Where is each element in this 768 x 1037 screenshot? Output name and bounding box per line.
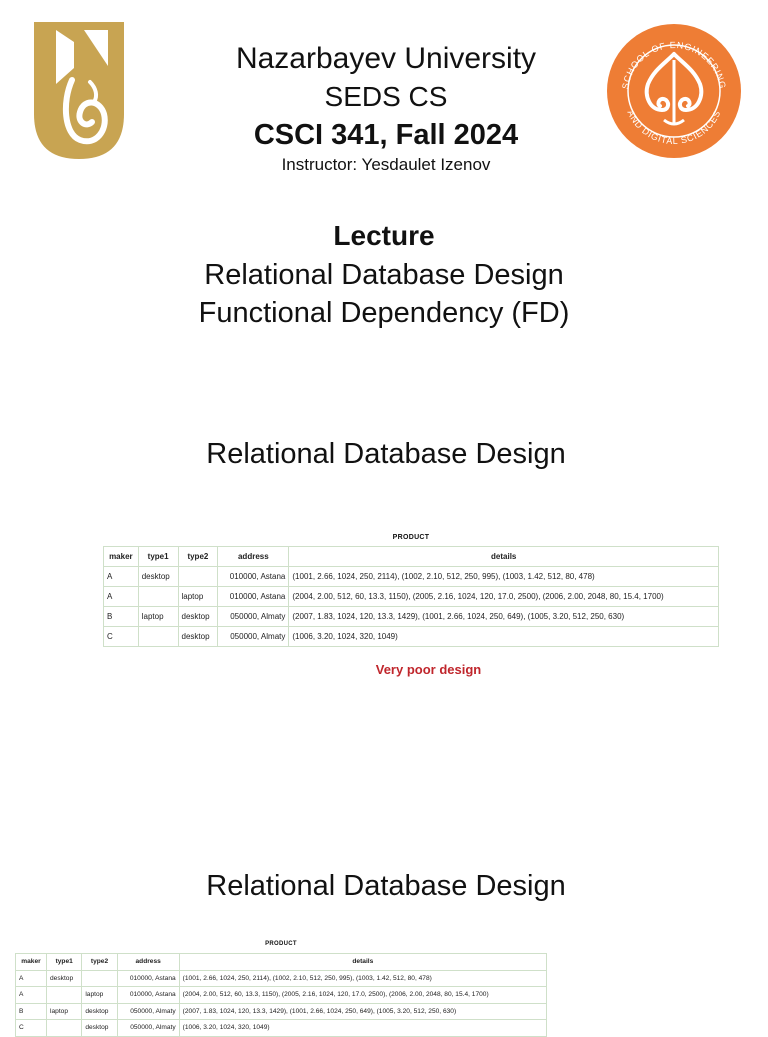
table-cell-details: (2004, 2.00, 512, 60, 13.3, 1150), (2005, 2.16, 1024, 120, 17.0, 2500), (2006, 2.00, 2048, 80, 15.4, 1700) (179, 987, 546, 1004)
table-caption: PRODUCT (392, 534, 430, 541)
design-verdict: Very poor design (375, 662, 482, 677)
table-cell-details: (1006, 3.20, 1024, 320, 1049) (179, 1020, 546, 1037)
table-cell-type2: desktop (82, 1003, 117, 1020)
table-cell-maker: C (104, 627, 139, 647)
department-name: SEDS CS (324, 81, 448, 112)
table-cell-maker: A (104, 587, 139, 607)
table-cell-type1: laptop (47, 1003, 82, 1020)
svg-text:SCHOOL OF ENGINEERING: SCHOOL OF ENGINEERING (620, 39, 728, 90)
table-cell-maker: A (104, 567, 139, 587)
table-cell-maker: C (16, 1020, 47, 1037)
table-cell-maker: B (104, 607, 139, 627)
table-cell-details: (2004, 2.00, 512, 60, 13.3, 1150), (2005, 2.16, 1024, 120, 17.0, 2500), (2006, 2.00, 2048, 80, 15.4, 1700) (289, 587, 719, 607)
table-cell-details: (1006, 3.20, 1024, 320, 1049) (289, 627, 719, 647)
table-cell-type2: laptop (82, 987, 117, 1004)
table-row (104, 607, 719, 627)
lecture-topic-1: Relational Database Design (204, 259, 564, 291)
table-cell-type2: desktop (178, 627, 218, 647)
table-cell-maker: A (16, 987, 47, 1004)
table-cell-type2: desktop (82, 1020, 117, 1037)
table-cell-type2: laptop (178, 587, 218, 607)
column-header-type1: type1 (47, 954, 82, 971)
university-name: Nazarbayev University (235, 42, 537, 75)
table-row (16, 970, 547, 987)
instructor-name: Instructor: Yesdaulet Izenov (281, 155, 491, 174)
column-header-address: address (218, 547, 289, 567)
column-header-maker: maker (16, 954, 47, 971)
table-cell-address: 010000, Astana (117, 970, 179, 987)
table-cell-type1 (47, 1020, 82, 1037)
section-heading: Relational Database Design (206, 870, 566, 902)
column-header-details: details (289, 547, 719, 567)
column-header-address: address (117, 954, 179, 971)
lecture-label: Lecture (333, 220, 435, 251)
column-header-maker: maker (104, 547, 139, 567)
table-cell-address: 050000, Almaty (218, 607, 289, 627)
table-row (16, 1020, 547, 1037)
table-cell-type2: desktop (178, 607, 218, 627)
table-cell-type1 (138, 587, 178, 607)
product-table (103, 546, 719, 647)
table-cell-details: (1001, 2.66, 1024, 250, 2114), (1002, 2.10, 512, 250, 995), (1003, 1.42, 512, 80, 478) (289, 567, 719, 587)
table-row (104, 627, 719, 647)
table-cell-address: 050000, Almaty (117, 1020, 179, 1037)
table-cell-type2 (178, 567, 218, 587)
table-cell-type1 (138, 627, 178, 647)
table-header-row (104, 547, 719, 567)
table-cell-type1: laptop (138, 607, 178, 627)
table-cell-details: (2007, 1.83, 1024, 120, 13.3, 1429), (1001, 2.66, 1024, 250, 649), (1005, 3.20, 512, 250, 630) (179, 1003, 546, 1020)
table-cell-maker: A (16, 970, 47, 987)
course-title: CSCI 341, Fall 2024 (253, 119, 519, 151)
table-cell-details: (2007, 1.83, 1024, 120, 13.3, 1429), (1001, 2.66, 1024, 250, 649), (1005, 3.20, 512, 250, 630) (289, 607, 719, 627)
table-cell-address: 050000, Almaty (117, 1003, 179, 1020)
table-row (104, 567, 719, 587)
table-row (16, 1003, 547, 1020)
table-cell-address: 050000, Almaty (218, 627, 289, 647)
svg-text:AND DIGITAL SCIENCES: AND DIGITAL SCIENCES (625, 108, 723, 147)
table-cell-type2 (82, 970, 117, 987)
table-cell-type1 (47, 987, 82, 1004)
section-heading: Relational Database Design (206, 438, 566, 470)
column-header-details: details (179, 954, 546, 971)
lecture-topic-2: Functional Dependency (FD) (198, 297, 570, 329)
table-row (104, 587, 719, 607)
table-cell-type1: desktop (138, 567, 178, 587)
table-cell-address: 010000, Astana (117, 987, 179, 1004)
table-cell-details: (1001, 2.66, 1024, 250, 2114), (1002, 2.10, 512, 250, 995), (1003, 1.42, 512, 80, 478) (179, 970, 546, 987)
column-header-type1: type1 (138, 547, 178, 567)
table-cell-address: 010000, Astana (218, 587, 289, 607)
school-of-engineering-logo (606, 24, 742, 158)
column-header-type2: type2 (178, 547, 218, 567)
table-row (16, 987, 547, 1004)
table-cell-type1: desktop (47, 970, 82, 987)
table-cell-address: 010000, Astana (218, 567, 289, 587)
column-header-type2: type2 (82, 954, 117, 971)
table-cell-maker: B (16, 1003, 47, 1020)
table-header-row (16, 954, 547, 971)
table-caption: PRODUCT (265, 941, 297, 947)
